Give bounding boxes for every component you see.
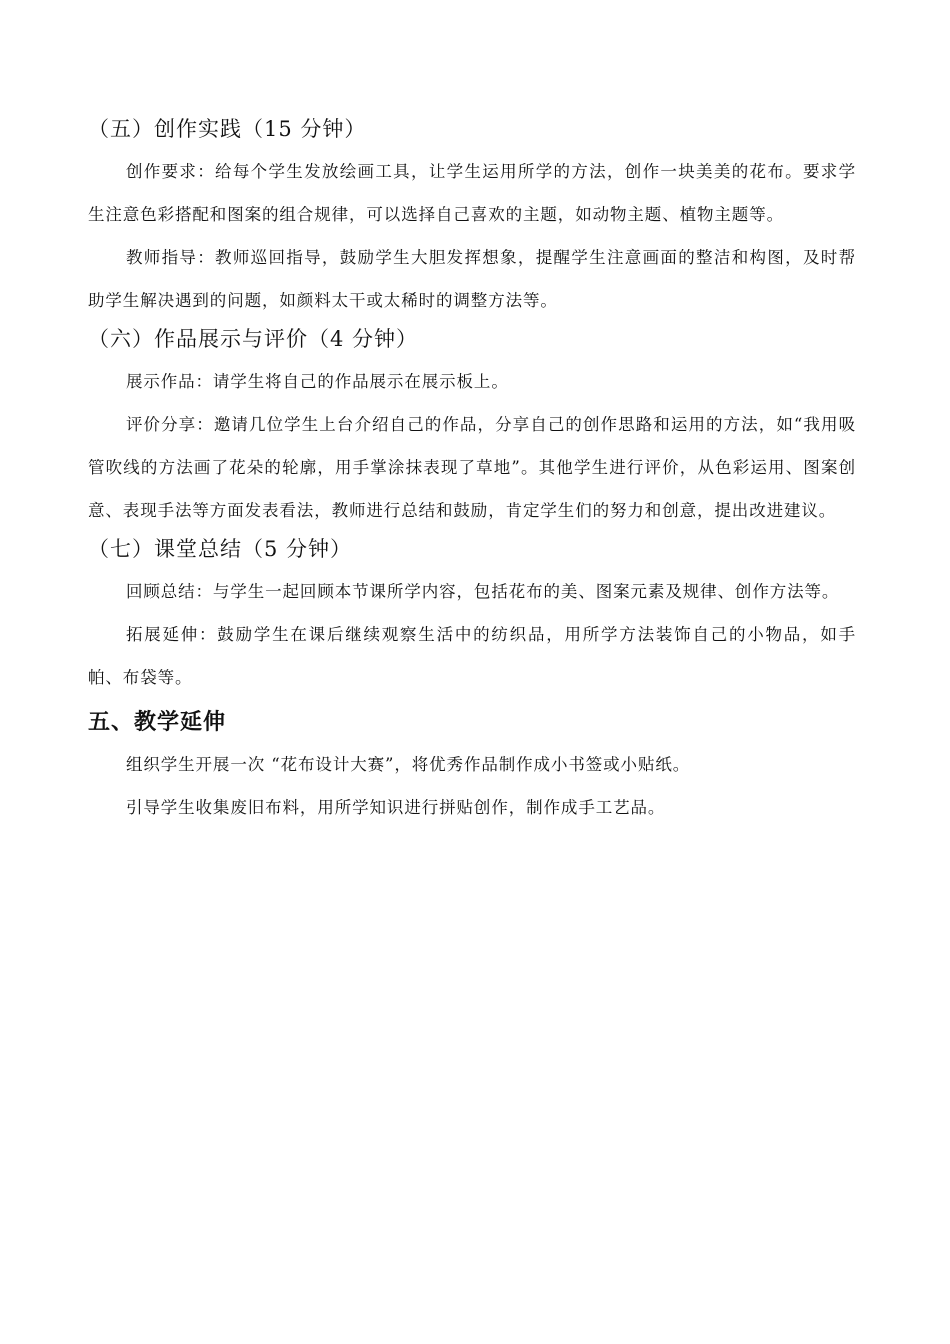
paragraph: 评价分享：邀请几位学生上台介绍自己的作品，分享自己的创作思路和运用的方法，如“我用吸管吹线的方法画了花朵的轮廓，用手掌涂抹表现了草地”。其他学生进行评价，从色彩运用、图案创意、表现手法等方面发表看法，教师进行总结和鼓励，肯定学生们的努力和创意，提出改进建议。 xyxy=(88,415,856,520)
paragraph: 展示作品：请学生将自己的作品展示在展示板上。 xyxy=(125,372,509,391)
paragraph: 回顾总结：与学生一起回顾本节课所学内容，包括花布的美、图案元素及规律、创作方法等。 xyxy=(125,582,840,601)
paragraph: 组织学生开展一次 “花布设计大赛”，将优秀作品制作成小书签或小贴纸。 xyxy=(125,755,691,774)
document-content xyxy=(88,112,856,829)
section-class-summary xyxy=(88,532,856,699)
section-creative-practice xyxy=(88,112,856,322)
main-heading: 五、教学延伸 xyxy=(88,710,227,735)
paragraph: 拓展延伸：鼓励学生在课后继续观察生活中的纺织品，用所学方法装饰自己的小物品，如手帕、布袋等。 xyxy=(88,625,856,687)
section-heading: （五）创作实践（15 分钟） xyxy=(88,117,367,141)
section-teaching-extension xyxy=(88,705,856,829)
section-heading: （六）作品展示与评价（4 分钟） xyxy=(88,327,419,351)
section-heading: （七）课堂总结（5 分钟） xyxy=(88,537,353,561)
section-showcase-evaluation xyxy=(88,322,856,532)
paragraph: 引导学生收集废旧布料，用所学知识进行拼贴创作，制作成手工艺品。 xyxy=(125,798,666,817)
paragraph: 创作要求：给每个学生发放绘画工具，让学生运用所学的方法，创作一块美美的花布。要求学生注意色彩搭配和图案的组合规律，可以选择自己喜欢的主题，如动物主题、植物主题等。 xyxy=(88,162,856,224)
paragraph: 教师指导：教师巡回指导，鼓励学生大胆发挥想象，提醒学生注意画面的整洁和构图，及时帮助学生解决遇到的问题，如颜料太干或太稀时的调整方法等。 xyxy=(88,248,856,310)
